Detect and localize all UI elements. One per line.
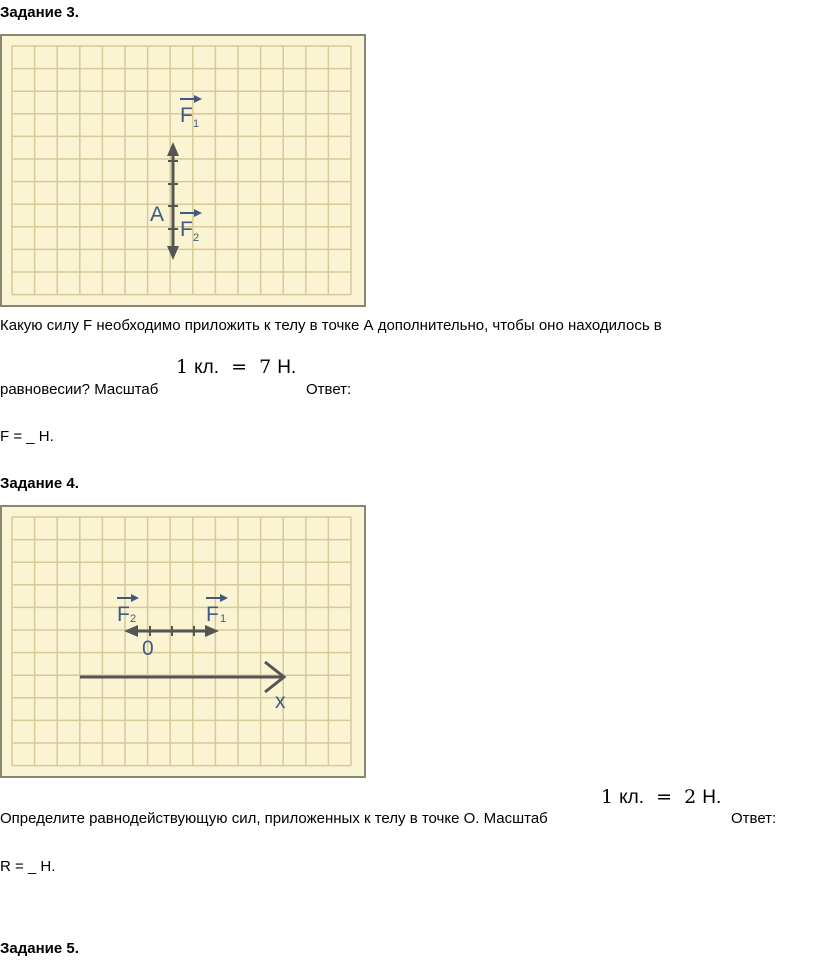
task3-answer-label: Ответ: [306, 381, 352, 398]
task3-question-line1: Какую силу F необходимо приложить к телу в точке А дополнительно, чтобы оно находилось в [0, 317, 662, 334]
task4-point-label: 0 [142, 637, 154, 660]
task4-answer-label: Ответ: [731, 810, 777, 827]
task5-heading: Задание 5. [0, 940, 79, 957]
svg-text:2: 2 [130, 613, 137, 625]
task4-figure [0, 505, 366, 778]
task3-figure [0, 34, 366, 307]
task3-answer-line: F = _ Н. [0, 428, 54, 445]
svg-text:F: F [180, 218, 193, 241]
svg-text:F: F [206, 603, 219, 626]
svg-text:F: F [117, 603, 130, 626]
svg-text:1: 1 [193, 118, 200, 130]
task4-scale: 1 кл. = 2 Н. [601, 786, 722, 808]
svg-text:2: 2 [193, 232, 200, 244]
svg-text:F: F [180, 104, 193, 127]
task4-answer-line: R = _ Н. [0, 858, 56, 875]
task3-heading: Задание 3. [0, 4, 79, 21]
task3-question-line2: равновесии? Масштаб [0, 381, 159, 398]
task3-scale: 1 кл. = 7 Н. [176, 356, 297, 378]
task4-heading: Задание 4. [0, 475, 79, 492]
task4-axis-label: x [275, 690, 286, 713]
svg-text:1: 1 [220, 613, 227, 625]
task3-point-label: A [150, 203, 165, 226]
task4-question: Определите равнодействующую сил, приложенных к телу в точке О. Масштаб [0, 810, 548, 827]
